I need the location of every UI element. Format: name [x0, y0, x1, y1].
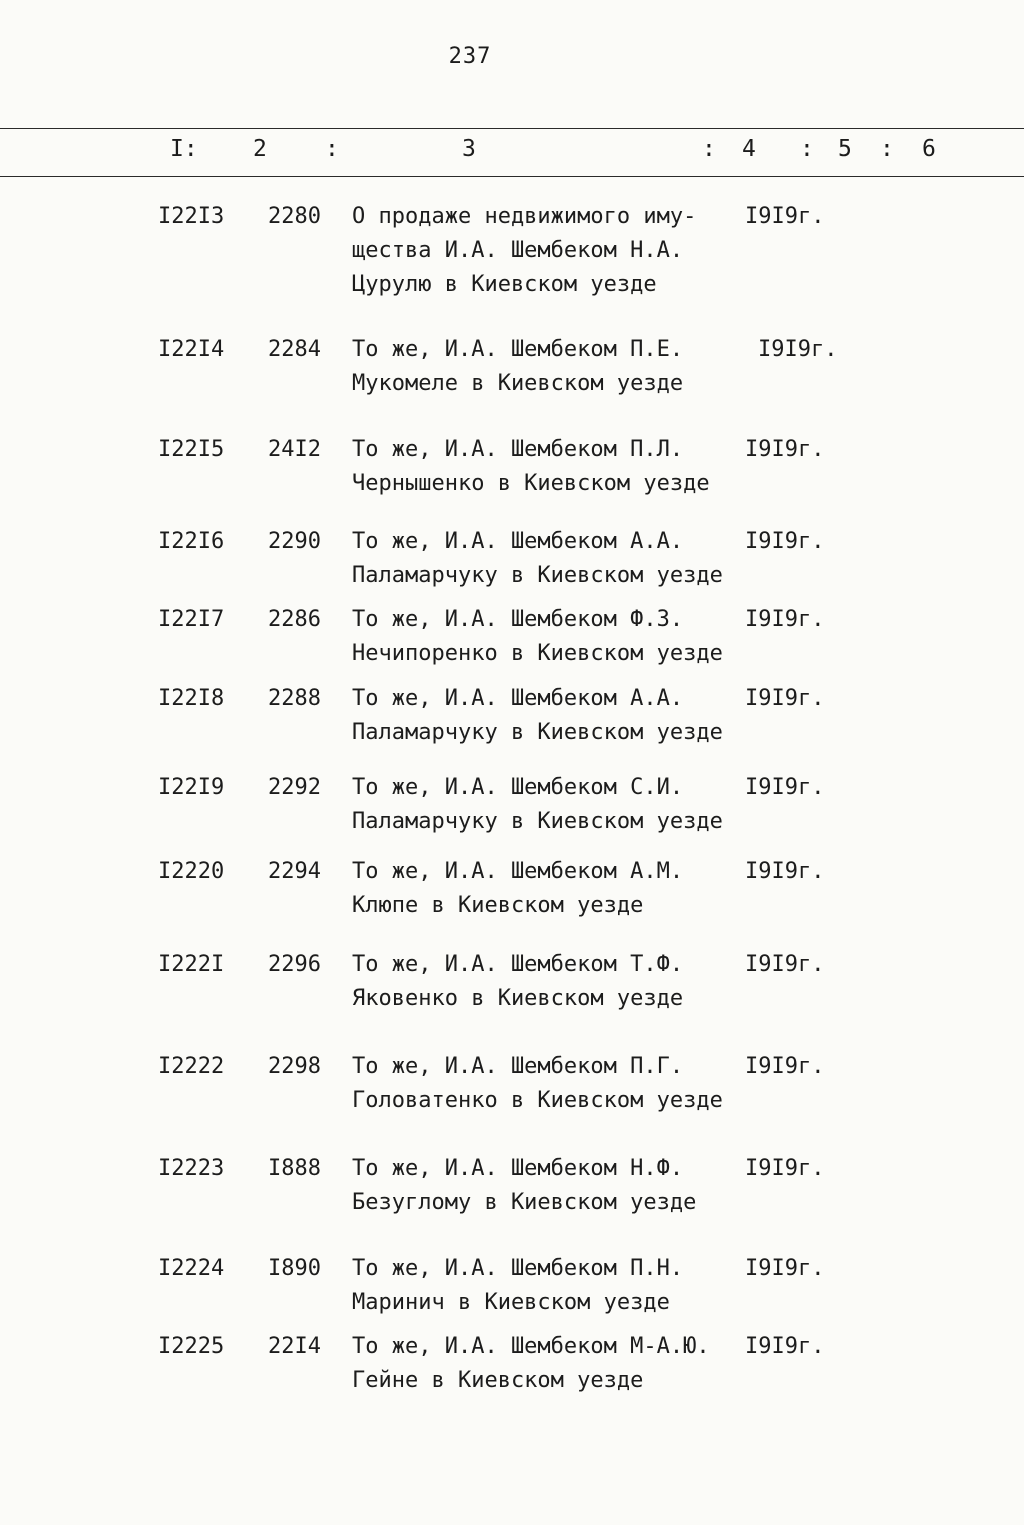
- entry-year: I9I9г.: [745, 607, 825, 632]
- entry-year: I9I9г.: [745, 686, 825, 711]
- entry-number: I2223: [158, 1156, 225, 1181]
- entry-year: I9I9г.: [745, 437, 825, 462]
- col-3-header: 3: [462, 136, 476, 162]
- entry-year: I9I9г.: [745, 775, 825, 800]
- entry-title-line: Мукомеле в Киевском уезде: [352, 371, 684, 396]
- col-1-header: I:: [170, 136, 198, 162]
- entry-title-line: Гейне в Киевском уезде: [352, 1368, 644, 1393]
- entry-title: [352, 603, 742, 671]
- entry-old-number: 2286: [268, 607, 321, 632]
- entry-year: I9I9г.: [745, 859, 825, 884]
- entry-year: I9I9г.: [758, 337, 838, 362]
- entry-title: [352, 333, 742, 401]
- col-separator: :: [325, 136, 339, 162]
- entry-title-line: То же, И.А. Шембеком Т.Ф.: [352, 952, 684, 977]
- entry-old-number: I890: [268, 1256, 321, 1281]
- entry-title-line: То же, И.А. Шембеком П.Л.: [352, 437, 684, 462]
- entry-title-line: Паламарчуку в Киевском уезде: [352, 563, 723, 588]
- entry-title-line: То же, И.А. Шембеком С.И.: [352, 775, 684, 800]
- entry-title-line: Паламарчуку в Киевском уезде: [352, 720, 723, 745]
- entry-title-line: Нечипоренко в Киевском уезде: [352, 641, 723, 666]
- entry-title-line: То же, И.А. Шембеком А.М.: [352, 859, 684, 884]
- table-bottom-rule: [0, 176, 1024, 177]
- col-4-header: 4: [742, 136, 756, 162]
- col-6-header: 6: [922, 136, 936, 162]
- col-separator: :: [702, 136, 716, 162]
- entry-title: [352, 525, 742, 593]
- entry-title-line: Цурулю в Киевском уезде: [352, 272, 657, 297]
- entry-old-number: 2288: [268, 686, 321, 711]
- col-5-header: 5: [838, 136, 852, 162]
- entry-old-number: I888: [268, 1156, 321, 1181]
- entry-number: I2225: [158, 1334, 225, 1359]
- entry-title: [352, 1252, 742, 1320]
- col-separator: :: [800, 136, 814, 162]
- entry-title-line: Головатенко в Киевском уезде: [352, 1088, 723, 1113]
- entry-old-number: 2292: [268, 775, 321, 800]
- entry-old-number: 2280: [268, 204, 321, 229]
- entry-title: [352, 1152, 742, 1220]
- entry-year: I9I9г.: [745, 1334, 825, 1359]
- entry-title-line: Клюпе в Киевском уезде: [352, 893, 644, 918]
- col-separator: :: [880, 136, 894, 162]
- entry-year: I9I9г.: [745, 204, 825, 229]
- entry-number: I22I4: [158, 337, 225, 362]
- entry-old-number: 2298: [268, 1054, 321, 1079]
- col-2-header: 2: [253, 136, 267, 162]
- entry-number: I222I: [158, 952, 225, 977]
- entry-title-line: То же, И.А. Шембеком П.Н.: [352, 1256, 684, 1281]
- entry-old-number: 2296: [268, 952, 321, 977]
- entry-year: I9I9г.: [745, 952, 825, 977]
- entry-title-line: Паламарчуку в Киевском уезде: [352, 809, 723, 834]
- entry-title-line: То же, И.А. Шембеком А.А.: [352, 529, 684, 554]
- entry-title: [352, 1330, 742, 1398]
- entry-old-number: 2294: [268, 859, 321, 884]
- entry-title-line: щества И.А. Шембеком Н.А.: [352, 238, 684, 263]
- entry-title: [352, 200, 742, 302]
- entry-title-line: То же, И.А. Шембеком А.А.: [352, 686, 684, 711]
- entry-number: I22I9: [158, 775, 225, 800]
- entry-title-line: То же, И.А. Шембеком П.Г.: [352, 1054, 684, 1079]
- entry-title-line: О продаже недвижимого иму-: [352, 204, 697, 229]
- entry-number: I22I3: [158, 204, 225, 229]
- entry-title-line: Маринич в Киевском уезде: [352, 1290, 670, 1315]
- entry-title: [352, 1050, 742, 1118]
- entry-number: I22I7: [158, 607, 225, 632]
- entry-title: [352, 948, 742, 1016]
- entry-title-line: Яковенко в Киевском уезде: [352, 986, 684, 1011]
- entry-number: I2220: [158, 859, 225, 884]
- entry-title-line: То же, И.А. Шембеком П.Е.: [352, 337, 684, 362]
- entry-title-line: Безуглому в Киевском уезде: [352, 1190, 697, 1215]
- entry-title: [352, 433, 742, 501]
- entry-title-line: То же, И.А. Шембеком Ф.З.: [352, 607, 684, 632]
- entry-old-number: 2284: [268, 337, 321, 362]
- entry-title: [352, 855, 742, 923]
- entry-number: I22I6: [158, 529, 225, 554]
- page-number: 237: [448, 44, 492, 69]
- entry-title: [352, 682, 742, 750]
- entry-number: I2224: [158, 1256, 225, 1281]
- entry-title-line: Чернышенко в Киевском уезде: [352, 471, 710, 496]
- entry-title: [352, 771, 742, 839]
- entry-old-number: 22I4: [268, 1334, 321, 1359]
- entry-old-number: 2290: [268, 529, 321, 554]
- entry-number: I22I8: [158, 686, 225, 711]
- entry-year: I9I9г.: [745, 1256, 825, 1281]
- table-top-rule: [0, 128, 1024, 129]
- entry-number: I2222: [158, 1054, 225, 1079]
- entry-year: I9I9г.: [745, 1156, 825, 1181]
- entry-number: I22I5: [158, 437, 225, 462]
- entry-year: I9I9г.: [745, 1054, 825, 1079]
- entry-year: I9I9г.: [745, 529, 825, 554]
- entry-title-line: То же, И.А. Шембеком М-А.Ю.: [352, 1334, 710, 1359]
- entry-title-line: То же, И.А. Шембеком Н.Ф.: [352, 1156, 684, 1181]
- entry-old-number: 24I2: [268, 437, 321, 462]
